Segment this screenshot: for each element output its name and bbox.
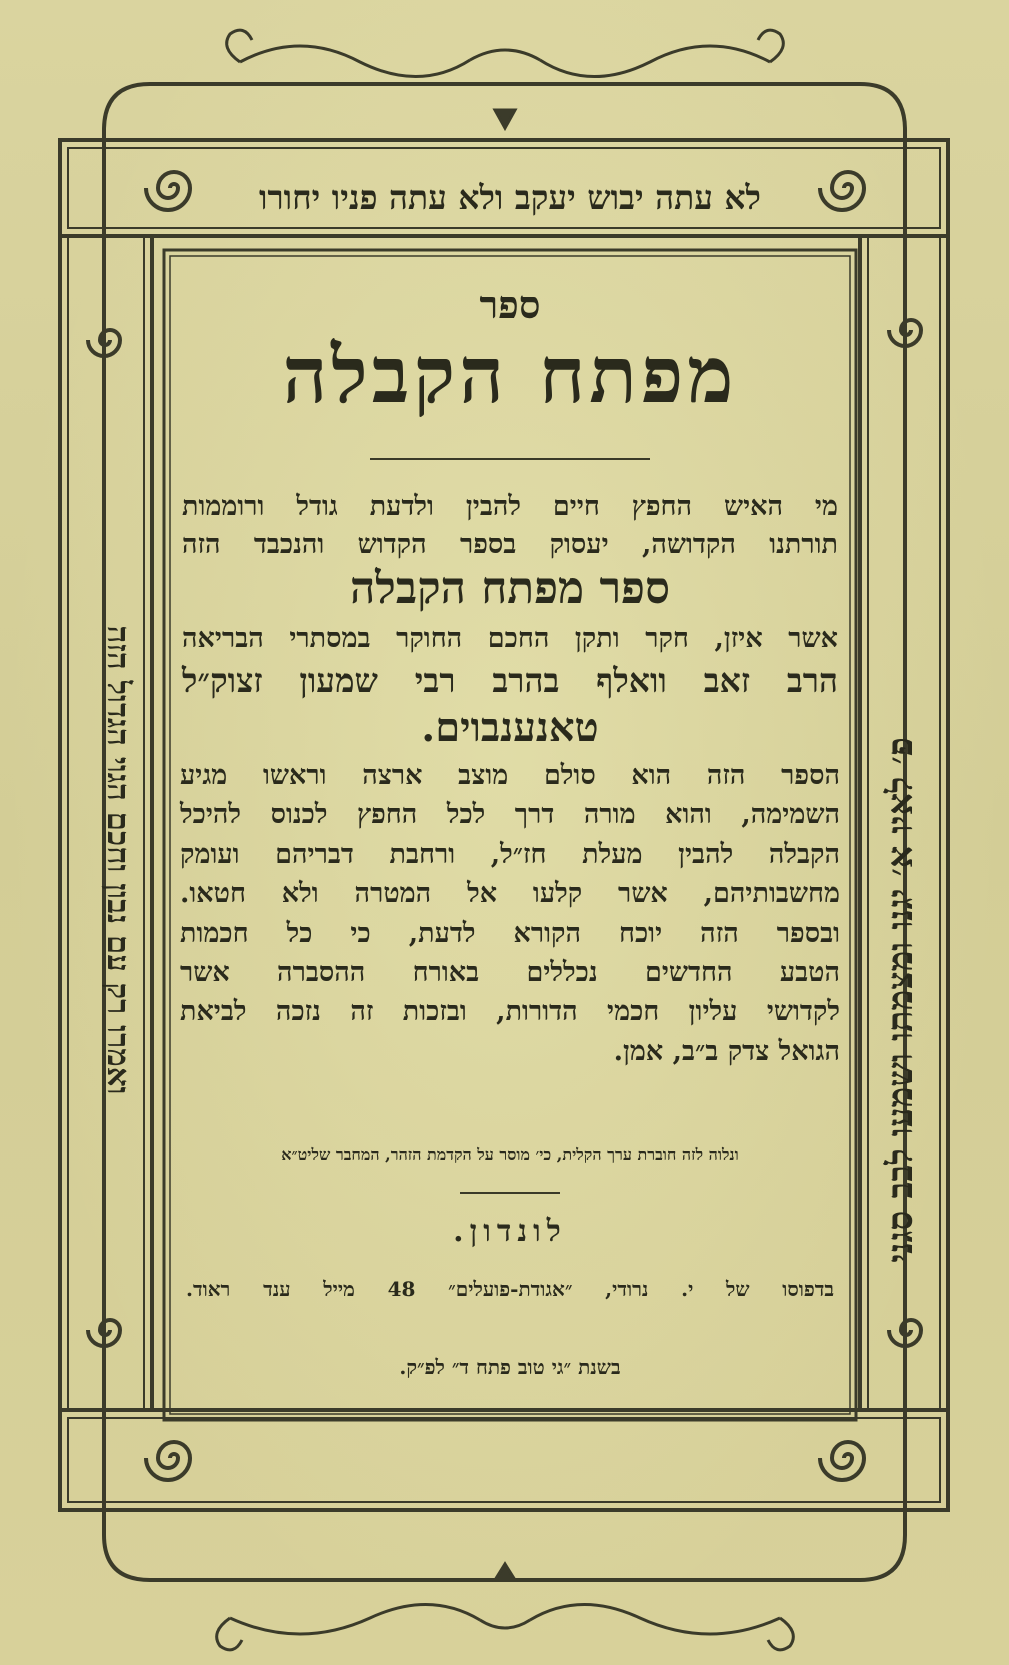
right-border-text: פ׳ לאיו א׳ יגנו ומצמתו ושמעו לבב סגני [880,737,921,1263]
body-line: מחשבותיהם, אשר קלעו אל המטרה ולא חטאו. [180,878,840,910]
title-divider [370,458,650,460]
author-surname: טאנענבוים. [421,704,599,751]
body-line: הטבע החדשים נכללים באורח ההסברה אשר [180,956,840,988]
body-line: לקדושי עליון חכמי הדורות, ובזכות זה נזכה לביאת [180,996,840,1028]
author-intro: אשר איזן, חקר ותקן החכם החוקר במסתרי הבריאה [182,623,838,654]
publication-year: בשנת ״גי טוב פתח ד״ לפ״ק. [399,1355,621,1379]
small-divider [460,1192,560,1194]
publication-city: לונדון. [453,1214,567,1249]
approbation-note: ונלוה לזה חוברת ערך הקלית, כי׳ מוסר על הקדמת הזהר, המחבר שליט״א [281,1145,739,1164]
main-text-box [176,262,844,1307]
title-repeat: ספר מפתח הקבלה [349,563,671,614]
body-paragraph [180,756,840,1071]
intro-paragraph [182,488,838,564]
left-border-text: ואמרו רק עם נבון וחכם הגוי הגדול הזה [100,625,136,1095]
printer-line: בדפוסו של י. נרודי, ״אגודת-פועלים״ 48 מייל ענד ראוד. [186,1277,834,1301]
sefer-label: ספר [479,282,541,327]
top-motto: לא עתה יבוש יעקב ולא עתה פניו יחורו [259,178,761,217]
intro-line: מי האיש החפץ חיים להבין ולדעת גודל ורוממות [182,491,838,522]
book-title: מפתח הקבלה [282,330,738,421]
intro-line: תורתנו הקדושה, יעסוק בספר הקדוש והנכבד הזה [182,529,838,560]
body-line: השמימה, והוא מורה דרך לכל החפץ לכנוס להיכל [180,799,840,831]
body-line: הספר הזה הוא סולם מוצב ארצה וראשו מגיע [180,760,840,791]
body-line: הקבלה להבין מעלת חז״ל, ורחבת דבריהם ועומק [180,838,840,870]
author-name: הרב זאב וואלף בהרב רבי שמעון זצוק״ל [182,661,838,700]
body-line: הגואל צדק ב״ב, אמן. [613,1035,840,1067]
body-line: ובספר הזה יוכח הקורא לדעת, כי כל חכמות [180,917,840,949]
